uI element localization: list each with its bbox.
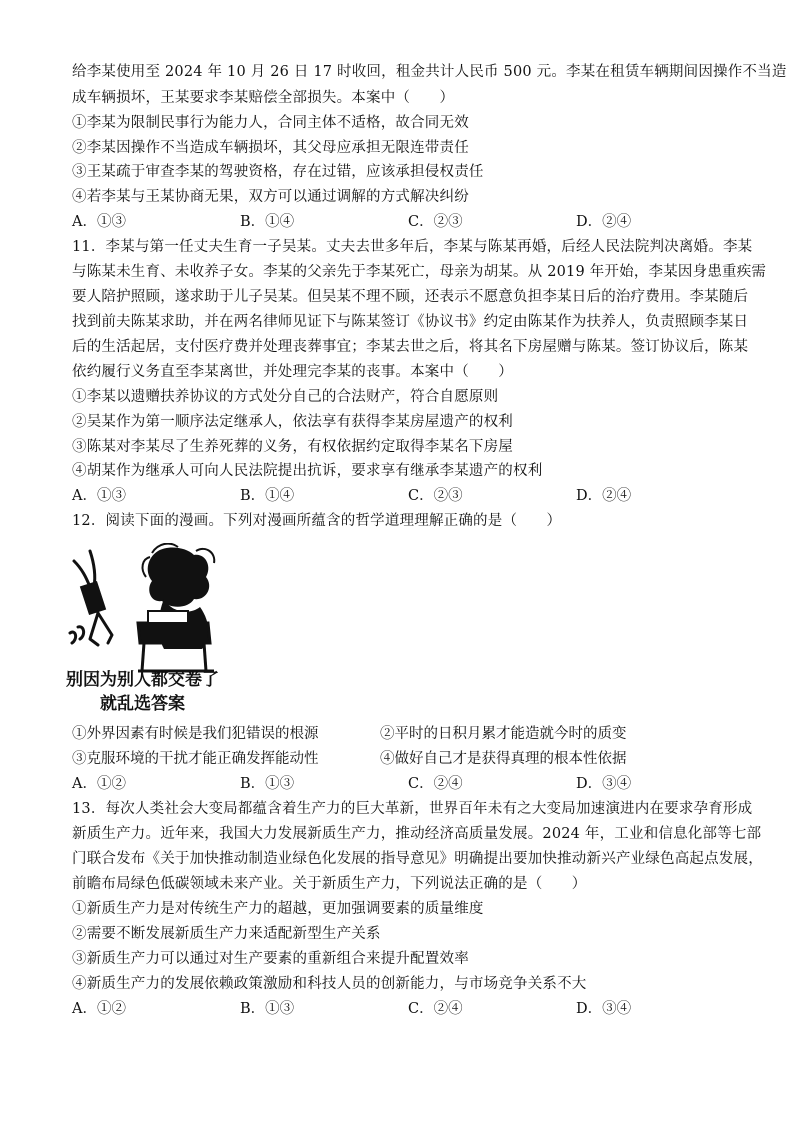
q11-options — [72, 486, 732, 506]
cartoon-caption-line-1: 别因为别人都交卷了 — [66, 670, 219, 690]
q10-option-a[interactable]: A．①③ — [72, 214, 126, 230]
q12-item-4: ④做好自己才是获得真理的根本性依据 — [380, 751, 627, 767]
q11-stem-line-2: 与陈某未生育、未收养子女。李某的父亲先于李某死亡，母亲为胡某。从 2019 年开始，李某因身患重疾需 — [72, 264, 767, 280]
cartoon-drawing — [60, 543, 238, 713]
q11-stem-line-3: 要人陪护照顾，遂求助于儿子吴某。但吴某不理不顾，还表示不愿意负担李某日后的治疗费用。李某随后 — [72, 289, 749, 305]
q10-item-2: ②李某因操作不当造成车辆损坏，其父母应承担无限连带责任 — [72, 140, 469, 156]
q10-option-b[interactable]: B．①④ — [240, 214, 295, 230]
q12-items-row-1 — [72, 724, 732, 744]
q13-option-a[interactable]: A．①② — [72, 1001, 126, 1017]
q13-option-c[interactable]: C．②④ — [408, 1001, 463, 1017]
q10-item-4: ④若李某与王某协商无果，双方可以通过调解的方式解决纠纷 — [72, 189, 469, 205]
q11-option-d[interactable]: D．②④ — [576, 488, 632, 504]
q10-options — [72, 212, 732, 232]
q13-stem-line-1: 13．每次人类社会大变局都蕴含着生产力的巨大革新，世界百年未有之大变局加速演进内在要求孕育形成 — [72, 801, 753, 817]
q10-option-d[interactable]: D．②④ — [576, 214, 632, 230]
q12-option-d[interactable]: D．③④ — [576, 776, 632, 792]
q10-stem-line-1: 给李某使用至 2024 年 10 月 26 日 17 时收回，租金共计人民币 500 元。李某在租赁车辆期间因操作不当造 — [72, 64, 787, 80]
running-figure-body — [80, 581, 106, 615]
q13-item-2: ②需要不断发展新质生产力来适配新型生产关系 — [72, 926, 381, 942]
q12-item-3: ③克服环境的干扰才能正确发挥能动性 — [72, 751, 319, 767]
q13-stem-line-2: 新质生产力。近年来，我国大力发展新质生产力，推动经济高质量发展。2024 年，工业和信息化部等七部 — [72, 826, 762, 842]
q11-item-1: ①李某以遗赠扶养协议的方式处分自己的合法财产，符合自愿原则 — [72, 389, 499, 405]
q12-stem: 12．阅读下面的漫画。下列对漫画所蕴含的哲学道理理解正确的是（ ） — [72, 513, 562, 529]
q10-option-c[interactable]: C．②③ — [408, 214, 463, 230]
q12-item-2: ②平时的日积月累才能造就今时的质变 — [380, 726, 627, 742]
q12-option-b[interactable]: B．①③ — [240, 776, 295, 792]
q11-item-3: ③陈某对李某尽了生养死葬的义务，有权依据约定取得李某名下房屋 — [72, 439, 513, 455]
q11-option-b[interactable]: B．①④ — [240, 488, 295, 504]
q13-option-d[interactable]: D．③④ — [576, 1001, 632, 1017]
q11-stem-line-6: 依约履行义务直至李某离世，并处理完李某的丧事。本案中（ ） — [72, 364, 513, 380]
cartoon-caption-line-2: 就乱选答案 — [100, 694, 185, 713]
q12-items-row-2 — [72, 749, 732, 769]
q11-option-c[interactable]: C．②③ — [408, 488, 463, 504]
q12-option-a[interactable]: A．①② — [72, 776, 126, 792]
q12-item-1: ①外界因素有时候是我们犯错误的根源 — [72, 726, 319, 742]
q11-option-a[interactable]: A．①③ — [72, 488, 126, 504]
q12-option-c[interactable]: C．②④ — [408, 776, 463, 792]
q11-stem-line-5: 后的生活起居，支付医疗费并处理丧葬事宜；李某去世之后，将其名下房屋赠与陈某。签订协议后，陈某 — [72, 339, 749, 355]
q11-stem-line-1: 11．李某与第一任丈夫生育一子吴某。丈夫去世多年后，李某与陈某再婚，后经人民法院判决离婚。李某 — [72, 239, 753, 255]
exam-paper — [148, 611, 188, 623]
q11-item-2: ②吴某作为第一顺序法定继承人，依法享有获得李某房屋遗产的权利 — [72, 414, 513, 430]
q10-stem-line-2: 成车辆损坏，王某要求李某赔偿全部损失。本案中（ ） — [72, 90, 455, 106]
q13-options — [72, 999, 732, 1019]
cartoon-illustration — [60, 543, 238, 713]
q13-stem-line-3: 门联合发布《关于加快推动制造业绿色化发展的指导意见》明确提出要加快推动新兴产业绿色高起点发展， — [72, 851, 763, 867]
q13-option-b[interactable]: B．①③ — [240, 1001, 295, 1017]
q13-stem-line-4: 前瞻布局绿色低碳领域未来产业。关于新质生产力，下列说法正确的是（ ） — [72, 876, 587, 892]
q10-item-1: ①李某为限制民事行为能力人，合同主体不适格，故合同无效 — [72, 115, 469, 131]
q12-options — [72, 774, 732, 794]
q13-item-3: ③新质生产力可以通过对生产要素的重新组合来提升配置效率 — [72, 951, 469, 967]
q11-item-4: ④胡某作为继承人可向人民法院提出抗诉，要求享有继承李某遗产的权利 — [72, 463, 543, 479]
q13-item-4: ④新质生产力的发展依赖政策激励和科技人员的创新能力，与市场竞争关系不大 — [72, 976, 587, 992]
q11-stem-line-4: 找到前夫陈某求助，并在两名律师见证下与陈某签订《协议书》约定由陈某作为扶养人，负责照顾李某日 — [72, 314, 749, 330]
q10-item-3: ③王某疏于审查李某的驾驶资格，存在过错，应该承担侵权责任 — [72, 164, 484, 180]
q13-item-1: ①新质生产力是对传统生产力的超越，更加强调要素的质量维度 — [72, 901, 484, 917]
